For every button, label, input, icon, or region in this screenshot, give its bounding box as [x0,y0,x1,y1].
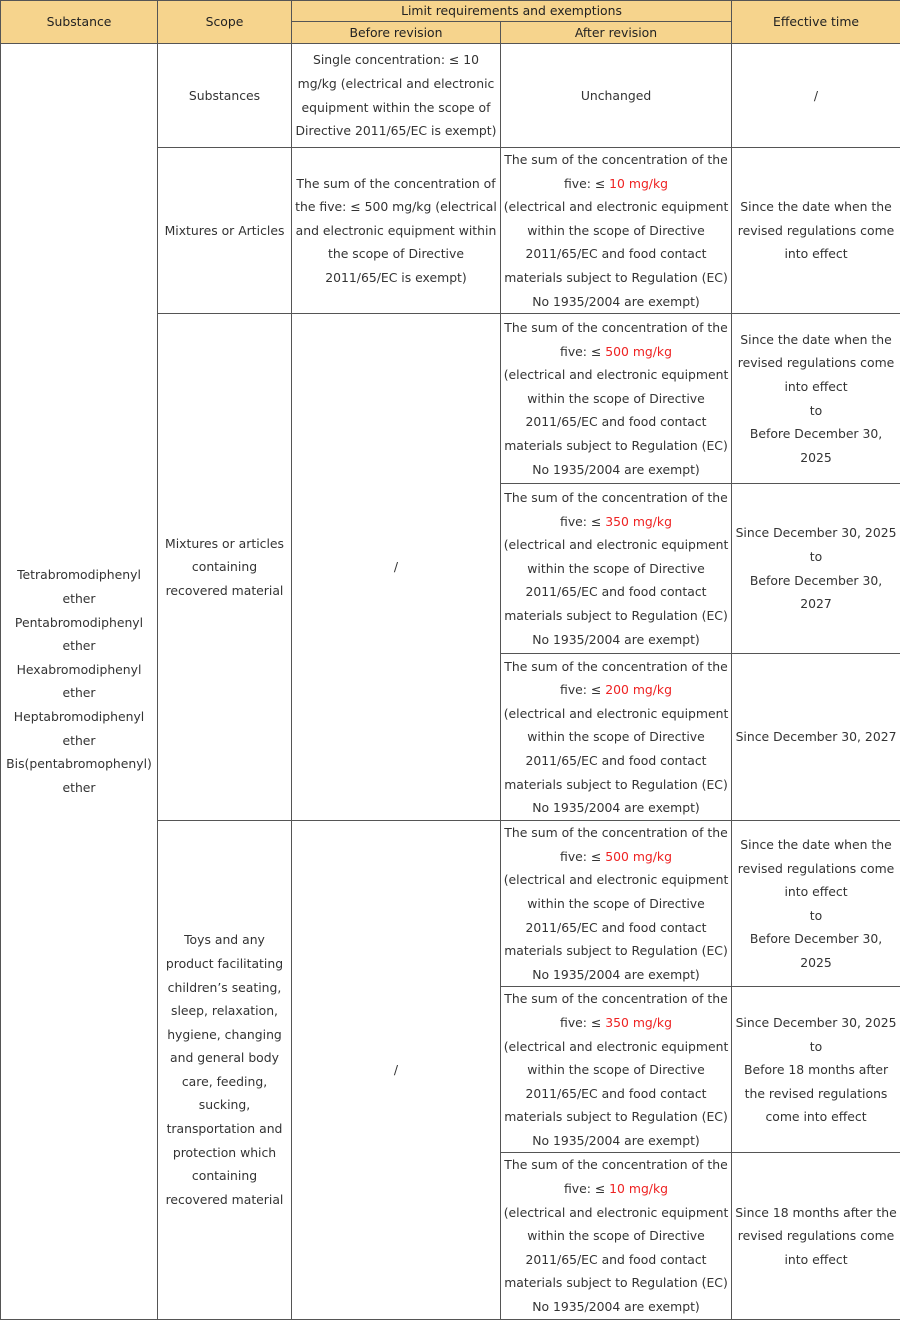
substance-name: Hexabromodiphenyl ether [16,661,142,701]
substance-name: Tetrabromodiphenyl ether [17,567,141,606]
effective-line: to [809,907,823,923]
scope-mixtures: Mixtures or Articles [158,148,292,314]
effective-toys-2 [732,987,900,1153]
header-scope: Scope [158,1,292,44]
after-prefix: The sum of the concentration of the five: ≤ [504,825,728,864]
effective-line: Since the date when the revised regulations come into effect [737,836,895,900]
effective-recovered-1 [732,314,900,484]
header-after-revision: After revision [501,22,732,44]
after-prefix: The sum of the concentration of the five: ≤ [504,658,728,698]
after-prefix: The sum of the concentration of the five: ≤ [504,490,728,529]
after-recovered-1 [501,314,732,484]
substance-list-cell [1,44,158,1320]
after-recovered-2 [501,484,732,654]
after-prefix: The sum of the concentration of the five: ≤ [504,991,728,1030]
after-prefix: The sum of the concentration of the five: ≤ [504,320,728,359]
before-recovered: / [292,314,501,821]
exemption-text: (electrical and electronic equipment within the scope of Directive 2011/65/EC and food contact materials subject to Regulation (EC) No 1935/2004 are exempt) [503,1204,729,1315]
effective-line: to [809,549,823,565]
after-toys-3 [501,1153,732,1319]
header-row [1,1,900,22]
table-row [1,44,900,148]
exemption-text: (electrical and electronic equipment within the scope of Directive 2011/65/EC and food contact materials subject to Regulation (EC) No 1935/2004 are exempt) [503,199,729,309]
limit-value: 10 mg/kg [609,1181,669,1197]
before-substances: Single concentration: ≤ 10 mg/kg (electrical and electronic equipment within the scope of Directive 2011/65/EC is exempt) [292,44,501,148]
limit-value: 10 mg/kg [609,175,669,191]
effective-line: Before December 30, 2027 [749,572,883,612]
effective-substances: / [732,44,900,148]
header-before-revision: Before revision [292,22,501,44]
effective-line: Before December 30, 2025 [749,426,883,465]
header-effective-time: Effective time [732,1,900,44]
header-substance: Substance [1,1,158,44]
scope-recovered: Mixtures or articles containing recovered material [158,314,292,821]
effective-mixtures: Since the date when the revised regulations come into effect [732,148,900,314]
after-mixtures [501,148,732,314]
limit-value: 500 mg/kg [605,343,672,359]
exemption-text: (electrical and electronic equipment within the scope of Directive 2011/65/EC and food contact materials subject to Regulation (EC) No 1935/2004 are exempt) [503,872,729,982]
effective-line: Before 18 months after the revised regulations come into effect [743,1062,889,1125]
limit-value: 350 mg/kg [605,513,672,529]
exemption-text: (electrical and electronic equipment within the scope of Directive 2011/65/EC and food contact materials subject to Regulation (EC) No 1935/2004 are exempt) [503,1038,729,1148]
substance-name: Bis(pentabromophenyl) ether [6,756,152,795]
before-toys: / [292,821,501,1319]
effective-line: Before December 30, 2025 [749,931,883,970]
effective-line: to [809,402,823,418]
effective-line: to [809,1038,823,1054]
after-prefix: The sum of the concentration of the five: ≤ [504,152,728,191]
scope-substances: Substances [158,44,292,148]
exemption-text: (electrical and electronic equipment within the scope of Directive 2011/65/EC and food contact materials subject to Regulation (EC) No 1935/2004 are exempt) [503,705,729,816]
effective-line: Since the date when the revised regulations come into effect [737,331,895,395]
effective-recovered-2 [732,484,900,654]
scope-toys: Toys and any product facilitating children’s seating, sleep, relaxation, hygiene, changing and general body care, feeding, sucking, transportation and protection which containing recovered material [158,821,292,1319]
before-mixtures: The sum of the concentration of the five: ≤ 500 mg/kg (electrical and electronic equipment within the scope of Directive 2011/65/EC is exempt) [292,148,501,314]
exemption-text: (electrical and electronic equipment within the scope of Directive 2011/65/EC and food contact materials subject to Regulation (EC) No 1935/2004 are exempt) [503,537,729,647]
effective-line: Since December 30, 2025 [735,525,897,541]
effective-toys-3: Since 18 months after the revised regulations come into effect [732,1153,900,1319]
exemption-text: (electrical and electronic equipment within the scope of Directive 2011/65/EC and food contact materials subject to Regulation (EC) No 1935/2004 are exempt) [503,367,729,477]
substance-name: Heptabromodiphenyl ether [13,708,145,748]
limit-value: 500 mg/kg [605,848,672,864]
effective-recovered-3: Since December 30, 2027 [732,654,900,821]
after-toys-1 [501,821,732,987]
after-recovered-3 [501,654,732,821]
effective-toys-1 [732,821,900,987]
limit-value: 200 mg/kg [605,682,672,698]
after-substances: Unchanged [501,44,732,148]
limit-value: 350 mg/kg [605,1014,672,1030]
header-limit-requirements: Limit requirements and exemptions [292,1,732,22]
effective-line: Since December 30, 2025 [735,1014,897,1030]
after-prefix: The sum of the concentration of the five: ≤ [504,1157,728,1197]
substance-name: Pentabromodiphenyl ether [14,614,144,654]
after-toys-2 [501,987,732,1153]
